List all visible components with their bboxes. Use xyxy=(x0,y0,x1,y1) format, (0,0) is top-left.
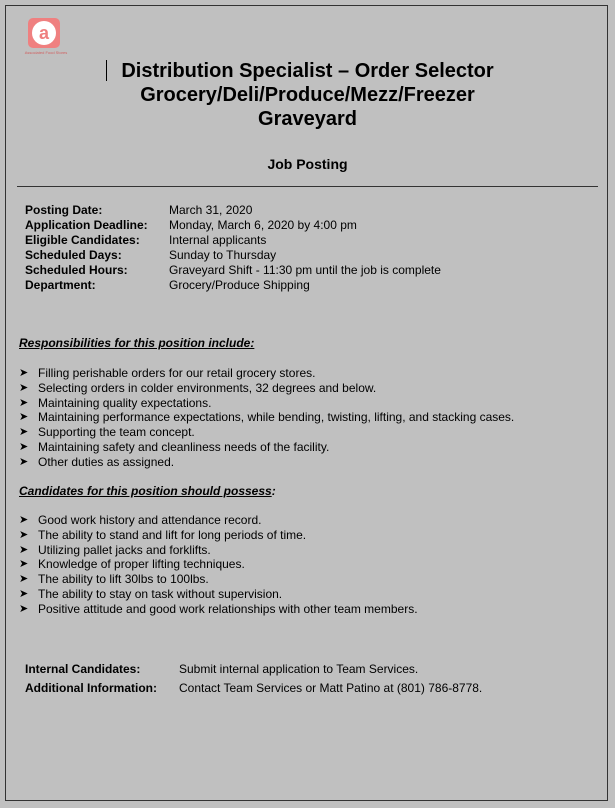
arrow-bullet-icon: ➤ xyxy=(19,411,29,424)
detail-label: Scheduled Days: xyxy=(25,248,122,262)
arrow-bullet-icon: ➤ xyxy=(19,381,29,394)
candidates-heading-suffix: : xyxy=(271,484,276,498)
detail-value: Graveyard Shift - 11:30 pm until the job is complete xyxy=(169,263,441,277)
detail-label: Scheduled Hours: xyxy=(25,263,128,277)
list-item-text: Utilizing pallet jacks and forklifts. xyxy=(38,542,211,557)
list-item-text: The ability to stay on task without supervision. xyxy=(38,586,283,601)
list-item-text: Good work history and attendance record. xyxy=(38,513,262,527)
list-item xyxy=(19,425,514,440)
arrow-bullet-icon: ➤ xyxy=(19,455,29,468)
list-item xyxy=(19,440,514,455)
footer-label: Internal Candidates: xyxy=(25,662,141,676)
detail-label: Posting Date: xyxy=(25,203,103,217)
detail-value: Internal applicants xyxy=(169,233,267,247)
arrow-bullet-icon: ➤ xyxy=(19,573,29,586)
detail-row xyxy=(25,218,441,233)
svg-text:a: a xyxy=(38,23,50,43)
list-item-text: Knowledge of proper lifting techniques. xyxy=(38,557,245,572)
footer-row xyxy=(25,660,482,679)
arrow-bullet-icon: ➤ xyxy=(19,514,29,526)
list-item-text: Supporting the team concept. xyxy=(38,425,195,440)
arrow-bullet-icon: ➤ xyxy=(19,558,29,571)
list-item xyxy=(19,396,514,411)
list-item xyxy=(19,543,418,558)
detail-label: Eligible Candidates: xyxy=(25,233,140,247)
job-posting-subtitle: Job Posting xyxy=(267,156,348,172)
detail-label: Application Deadline: xyxy=(25,218,148,232)
job-title xyxy=(0,59,615,131)
list-item-text: The ability to stand and lift for long periods of time. xyxy=(38,527,307,542)
divider xyxy=(17,186,598,187)
list-item xyxy=(19,557,418,572)
list-item xyxy=(19,587,418,602)
list-item-text: The ability to lift 30lbs to 100lbs. xyxy=(38,572,209,587)
list-item-text: Maintaining performance expectations, while bending, twisting, lifting, and stacking cases. xyxy=(38,410,515,425)
footer-value: Submit internal application to Team Services. xyxy=(179,662,419,676)
job-title-line: Grocery/Deli/Produce/Mezz/Freezer xyxy=(140,84,475,106)
list-item-text: Other duties as assigned. xyxy=(38,454,175,469)
arrow-bullet-icon: ➤ xyxy=(19,426,29,439)
list-item-text: Selecting orders in colder environments, 32 degrees and below. xyxy=(38,380,377,395)
footer-value: Contact Team Services or Matt Patino at (801) 786-8778. xyxy=(179,681,483,695)
detail-row xyxy=(25,233,441,248)
footer-info xyxy=(25,660,482,698)
job-title-line: Graveyard xyxy=(258,108,357,130)
detail-row xyxy=(25,263,441,278)
list-item xyxy=(19,455,514,470)
list-item xyxy=(19,381,514,396)
arrow-bullet-icon: ➤ xyxy=(19,528,29,541)
logo-a-icon xyxy=(31,20,57,46)
candidates-heading xyxy=(19,484,276,498)
arrow-bullet-icon: ➤ xyxy=(19,440,29,453)
list-item xyxy=(19,602,418,617)
arrow-bullet-icon: ➤ xyxy=(19,602,29,615)
footer-row xyxy=(25,679,482,698)
list-item xyxy=(19,410,514,425)
detail-value: Monday, March 6, 2020 by 4:00 pm xyxy=(169,218,357,232)
logo-caption: Associated Food Stores xyxy=(24,50,68,55)
list-item xyxy=(19,513,418,528)
arrow-bullet-icon: ➤ xyxy=(19,587,29,600)
detail-row xyxy=(25,248,441,263)
responsibilities-list xyxy=(19,366,514,470)
list-item-text: Maintaining quality expectations. xyxy=(38,395,212,410)
job-title-line: Distribution Specialist – Order Selector xyxy=(121,60,494,82)
list-item-text: Maintaining safety and cleanliness needs of the facility. xyxy=(38,439,330,454)
list-item-text: Positive attitude and good work relationships with other team members. xyxy=(38,601,418,616)
candidates-list xyxy=(19,513,418,617)
posting-details xyxy=(25,203,441,293)
detail-value: March 31, 2020 xyxy=(169,203,253,217)
list-item xyxy=(19,572,418,587)
detail-row xyxy=(25,278,441,293)
detail-value: Grocery/Produce Shipping xyxy=(169,278,310,292)
footer-label: Additional Information: xyxy=(25,681,157,695)
detail-value: Sunday to Thursday xyxy=(169,248,277,262)
candidates-heading-text: Candidates for this position should possess xyxy=(19,484,272,498)
list-item xyxy=(19,366,514,381)
detail-row xyxy=(25,203,441,218)
arrow-bullet-icon: ➤ xyxy=(19,543,29,556)
responsibilities-heading xyxy=(19,336,254,350)
company-logo xyxy=(28,18,60,48)
detail-label: Department: xyxy=(25,278,96,292)
arrow-bullet-icon: ➤ xyxy=(19,367,29,379)
arrow-bullet-icon: ➤ xyxy=(19,396,29,409)
list-item xyxy=(19,528,418,543)
responsibilities-heading-text: Responsibilities for this position include: xyxy=(19,336,255,350)
list-item-text: Filling perishable orders for our retail grocery stores. xyxy=(38,366,316,380)
